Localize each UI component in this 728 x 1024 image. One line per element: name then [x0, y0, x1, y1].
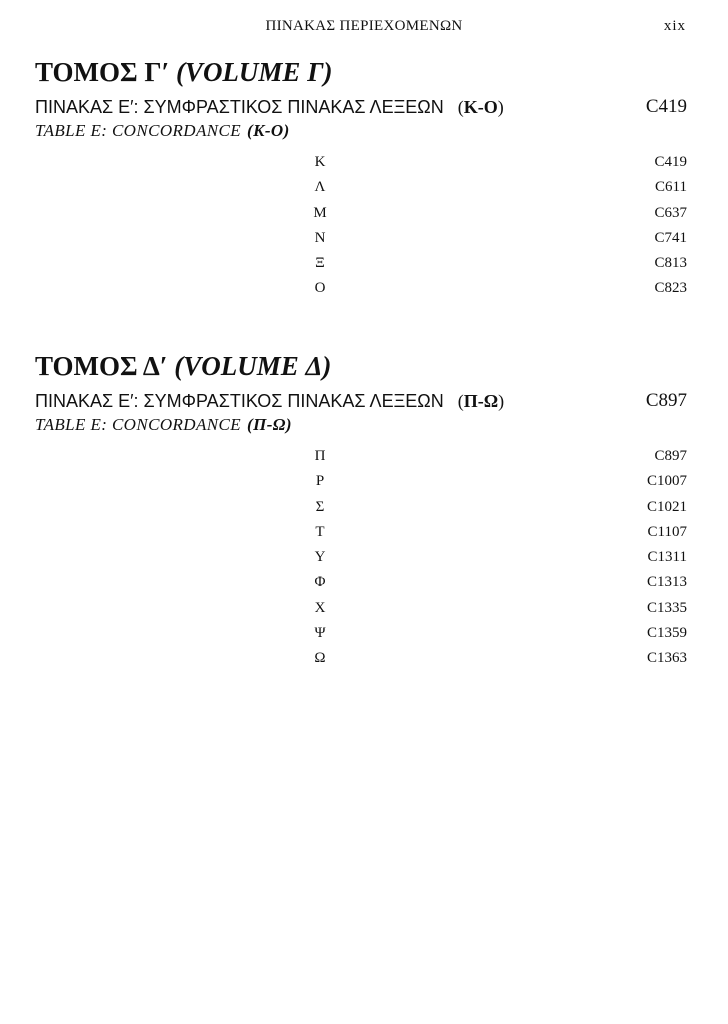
table-english-heading: TABLE E: CONCORDANCE (Κ-Ο)	[35, 121, 290, 140]
running-title: ΠΙΝΑΚΑΣ ΠΕΡΙΕΧΟΜΕΝΩΝ	[265, 18, 463, 34]
volume-c-section	[35, 56, 687, 302]
letter-entry	[35, 596, 687, 621]
entry-page-ref: C1363	[646, 650, 687, 667]
entry-page-ref: C1311	[647, 549, 687, 566]
entry-letter: Κ	[314, 154, 326, 170]
letter-index-list	[35, 150, 687, 302]
entry-page-ref: C637	[654, 204, 687, 221]
page-number: xix	[663, 18, 686, 34]
letter-entry	[35, 570, 687, 595]
entry-letter: Ω	[314, 650, 326, 667]
volume-d-section	[35, 350, 687, 672]
entry-letter: Π	[314, 448, 326, 464]
entry-letter: Λ	[314, 179, 326, 196]
entry-letter: Ν	[314, 229, 326, 246]
volume-title-greek: ΤΟΜΟΣ Γ′	[35, 57, 170, 87]
entry-letter: Τ	[315, 523, 325, 540]
entry-page-ref: C611	[655, 179, 687, 196]
entry-letter: Ρ	[315, 473, 325, 490]
entry-letter: Χ	[314, 599, 326, 616]
table-range: Κ-Ο	[463, 97, 498, 117]
entry-page-ref: C1313	[646, 574, 687, 591]
entry-letter: Ο	[314, 280, 326, 297]
entry-page-ref: C1021	[646, 498, 687, 515]
volume-title	[35, 350, 687, 382]
letter-entry	[35, 150, 687, 175]
entry-page-ref: C823	[654, 280, 687, 297]
entry-page-ref: C813	[654, 255, 687, 272]
entry-page-ref: C1359	[646, 625, 687, 642]
letter-entry	[35, 545, 687, 570]
table-greek-heading: ΠΙΝΑΚΑΣ Ε′: ΣΥΜΦΡΑΣΤΙΚΟΣ ΠΙΝΑΚΑΣ ΛΕΞΕΩΝ (Κ-Ο) C419	[35, 94, 687, 120]
letter-entry	[35, 276, 687, 301]
entry-letter: Ψ	[314, 625, 326, 642]
table-english-label: TABLE E: CONCORDANCE	[35, 415, 242, 434]
letter-entry	[35, 495, 687, 520]
volume-title	[35, 56, 687, 88]
entry-page-ref: C1335	[646, 599, 687, 616]
volume-title-latin: (VOLUME Δ)	[174, 351, 332, 381]
letter-entry	[35, 520, 687, 545]
table-greek-label: ΠΙΝΑΚΑΣ Ε′: ΣΥΜΦΡΑΣΤΙΚΟΣ ΠΙΝΑΚΑΣ ΛΕΞΕΩΝ	[35, 391, 444, 411]
table-greek-heading: ΠΙΝΑΚΑΣ Ε′: ΣΥΜΦΡΑΣΤΙΚΟΣ ΠΙΝΑΚΑΣ ΛΕΞΕΩΝ (Π-Ω) C897	[35, 388, 687, 414]
table-english-range: Κ-Ο	[253, 121, 284, 140]
entry-letter: Ξ	[315, 255, 325, 272]
letter-entry	[35, 621, 687, 646]
table-english-range: Π-Ω	[253, 415, 286, 434]
letter-entry	[35, 226, 687, 251]
entry-letter: Υ	[314, 549, 326, 566]
letter-index-list	[35, 444, 687, 672]
entry-page-ref: C897	[654, 448, 687, 464]
table-page-ref: C419	[645, 96, 687, 117]
entry-letter: Μ	[313, 204, 327, 221]
entry-letter: Σ	[315, 498, 325, 515]
letter-entry	[35, 646, 687, 671]
letter-entry	[35, 201, 687, 226]
table-page-ref: C897	[645, 390, 687, 411]
table-english-heading: TABLE E: CONCORDANCE (Π-Ω)	[35, 415, 292, 434]
table-english-label: TABLE E: CONCORDANCE	[35, 121, 242, 140]
volume-title-latin: (VOLUME Γ)	[175, 57, 333, 87]
table-greek-label: ΠΙΝΑΚΑΣ Ε′: ΣΥΜΦΡΑΣΤΙΚΟΣ ΠΙΝΑΚΑΣ ΛΕΞΕΩΝ	[35, 97, 444, 117]
entry-page-ref: C1107	[647, 523, 687, 540]
volume-title-greek: ΤΟΜΟΣ Δ′	[35, 351, 168, 381]
table-range: Π-Ω	[463, 391, 499, 411]
entry-letter: Φ	[314, 574, 326, 591]
running-head	[0, 18, 728, 40]
entry-page-ref: C741	[654, 229, 687, 246]
letter-entry	[35, 251, 687, 276]
entry-page-ref: C419	[654, 154, 687, 170]
letter-entry	[35, 444, 687, 469]
letter-entry	[35, 469, 687, 494]
entry-page-ref: C1007	[646, 473, 687, 490]
letter-entry	[35, 175, 687, 200]
